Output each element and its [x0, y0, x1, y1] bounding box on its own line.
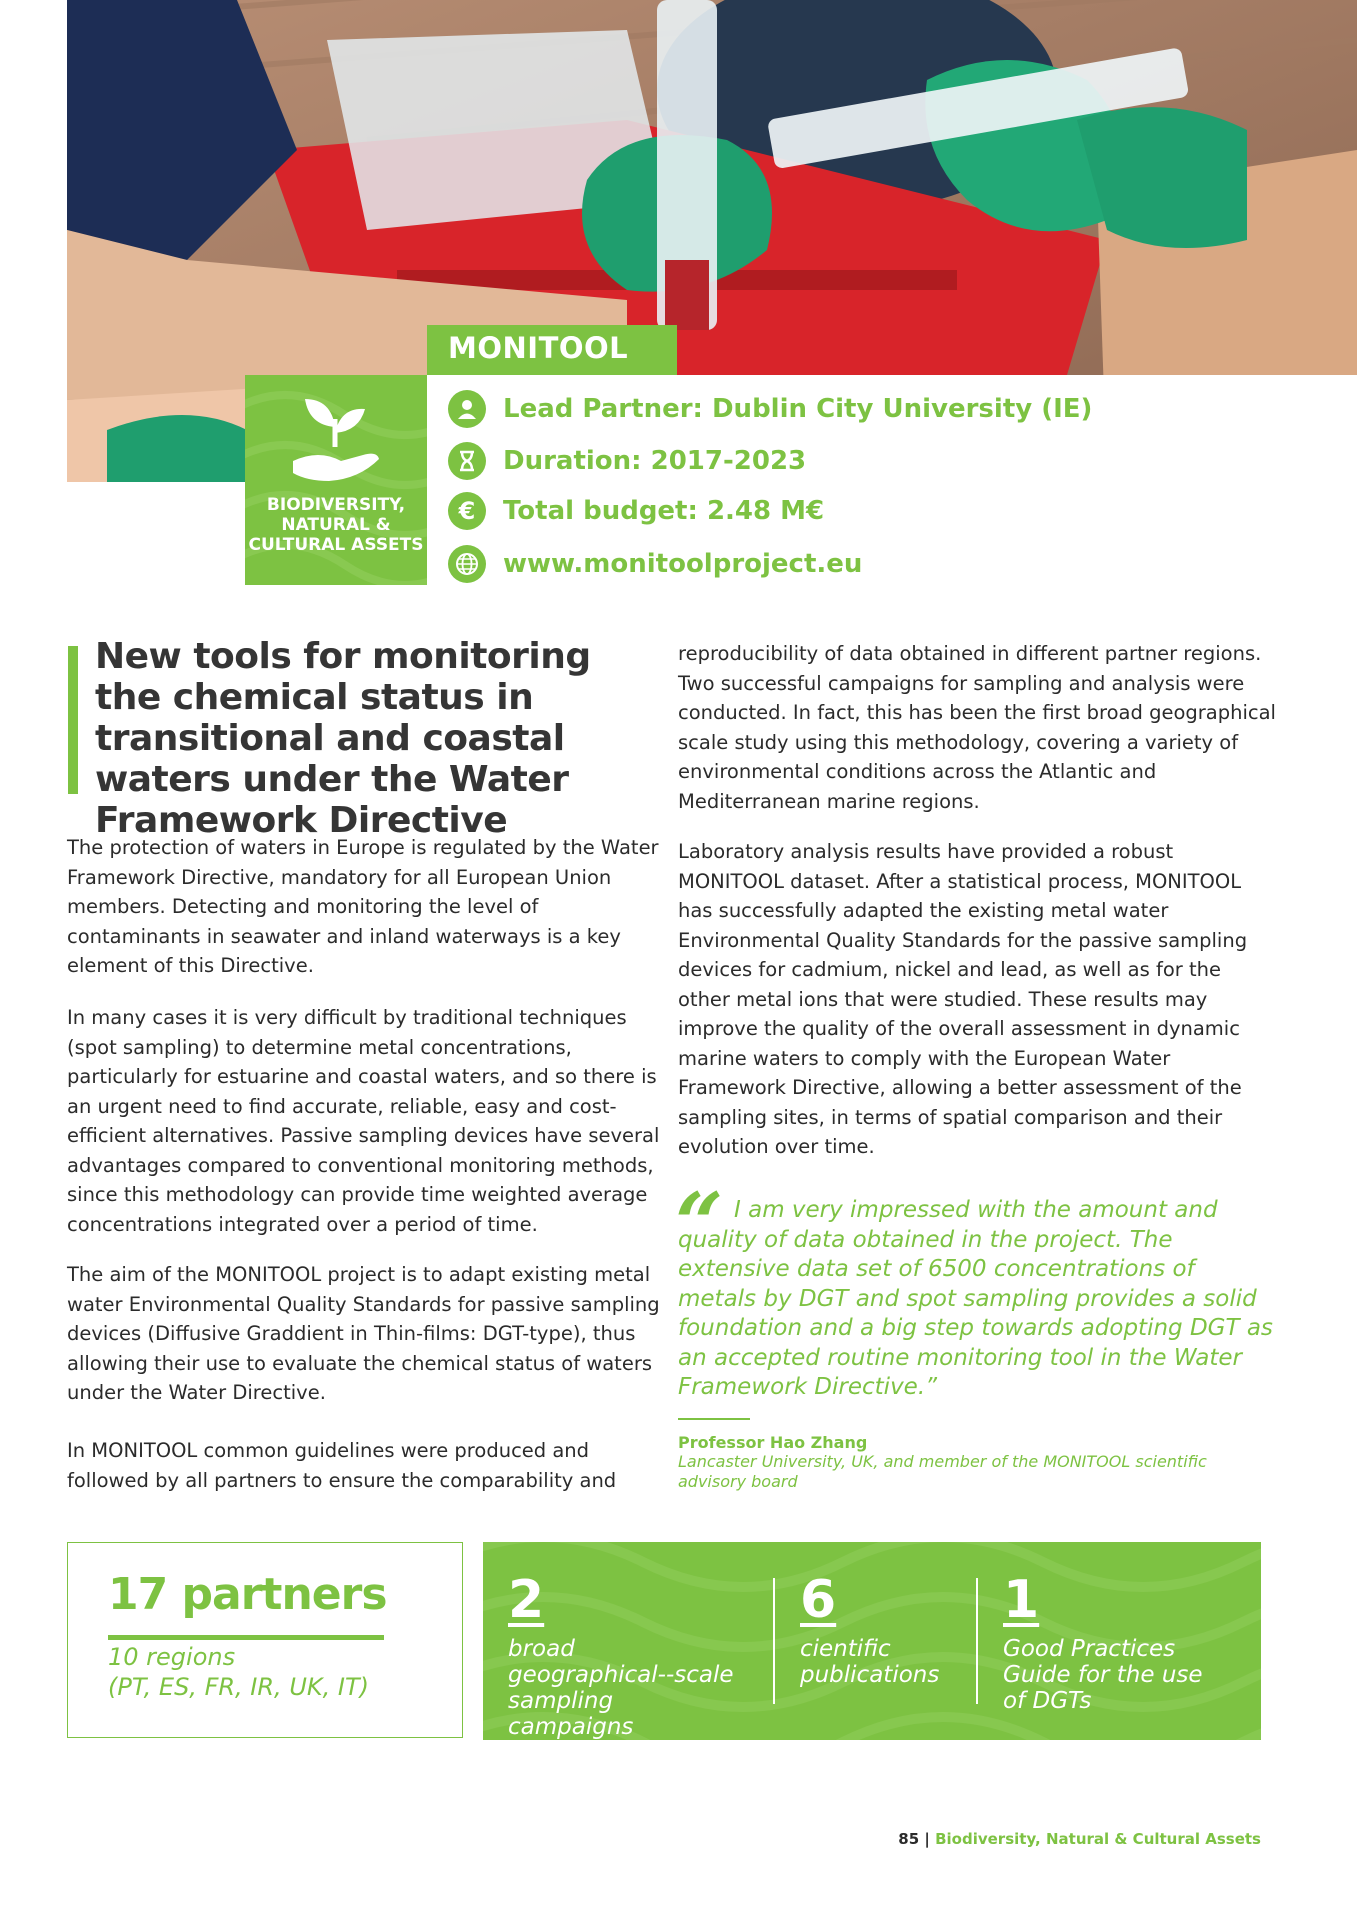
stat-divider: [976, 1578, 978, 1704]
page-footer: [700, 1830, 1261, 1848]
campaigns-count: 2: [508, 1570, 545, 1630]
duration-row: [448, 441, 806, 481]
partners-count: 17 partners: [108, 1569, 387, 1620]
hourglass-icon: [448, 442, 486, 480]
partners-underline: [108, 1635, 384, 1640]
quote-divider: [678, 1418, 750, 1420]
paragraph-5: reproducibility of data obtained in different partner regions. Two successful campaigns for sampling and analysis were conducted. In fact, this has been the first broad geographical scale study using this methodology, covering a variety of environmental conditions across the Atlantic and Mediterranean marine regions.: [678, 642, 1276, 813]
outputs-stat-panel: [483, 1542, 1261, 1740]
lead-partner-row: [448, 389, 1092, 429]
footer-section-title: Biodiversity, Natural & Cultural Assets: [935, 1830, 1261, 1848]
guide-count: 1: [1003, 1570, 1040, 1630]
regions-count: 10 regions: [108, 1643, 236, 1671]
project-website[interactable]: www.monitoolproject.eu: [503, 549, 863, 579]
project-name-bar: [427, 325, 677, 375]
person-icon: [448, 390, 486, 428]
paragraph-6: Laboratory analysis results have provided a robust MONITOOL dataset. After a statistical process, MONITOOL has successfully adapted the existing metal water Environmental Quality Standards for the passive sampling devices for cadmium, nickel and lead, as well as for the other metal ions that were studied. These results may improve the quality of the overall assessment in dynamic marine waters to comply with the European Water Framework Directive, allowing a better assessment of the sampling sites, in terms of spatial comparison and their evolution over time.: [678, 840, 1248, 1158]
euro-icon: €: [448, 492, 486, 530]
globe-icon: [448, 545, 486, 583]
publications-label: cientific publications: [800, 1636, 940, 1688]
theme-badge-label: BIODIVERSITY, NATURAL & CULTURAL ASSETS: [248, 495, 424, 555]
project-name: MONITOOL: [448, 331, 629, 365]
paragraph-2: In many cases it is very difficult by traditional techniques (spot sampling) to determine metal concentrations, particularly for estuarine and coastal waters, and so there is an urgent need to find accurate, reliable, easy and cost-efficient alternatives. Passive sampling devices have several advantages compared to conventional monitoring methods, since this methodology can provide time weighted average concentrations integrated over a period of time.: [67, 1006, 660, 1236]
lead-partner: Lead Partner: Dublin City University (IE): [503, 394, 1093, 424]
regions-list: (PT, ES, FR, IR, UK, IT): [108, 1673, 369, 1701]
paragraph-3: The aim of the MONITOOL project is to adapt existing metal water Environmental Quality Standards for passive sampling devices (Diffusive Graddient in Thin-films: DGT-type), thus allowing their use to evaluate the chemical status of waters under the Water Directive.: [67, 1263, 660, 1404]
campaigns-label: broad geographical--scale sampling campaigns: [508, 1636, 734, 1740]
duration: Duration: 2017-2023: [503, 446, 807, 476]
stat-divider: [773, 1578, 775, 1704]
guide-label: Good Practices Guide for the use of DGTs: [1003, 1636, 1203, 1714]
plant-hand-icon: [289, 389, 385, 489]
total-budget: Total budget: 2.48 M€: [503, 496, 825, 526]
quote-affiliation: Lancaster University, UK, and member of the MONITOOL scientific advisory board: [678, 1452, 1207, 1491]
headline-accent-bar: [68, 646, 78, 794]
page-number: 85: [898, 1830, 920, 1848]
theme-badge: [245, 375, 427, 585]
budget-row: [448, 491, 824, 531]
paragraph-1: The protection of waters in Europe is regulated by the Water Framework Directive, mandatory for all European Union members. Detecting and monitoring the level of contaminants in seawater and inland waterways is a key element of this Directive.: [67, 836, 659, 977]
quote-mark-icon: “: [675, 1174, 724, 1273]
partners-stat-box: [67, 1542, 463, 1738]
paragraph-4: In MONITOOL common guidelines were produced and followed by all partners to ensure the comparability and: [67, 1439, 617, 1492]
pull-quote: I am very impressed with the amount and quality of data obtained in the project. The extensive data set of 6500 concentrations of metals by DGT and spot sampling provides a solid foundation and a big step towards adopting DGT as an accepted routine monitoring tool in the Water Framework Directive.”: [678, 1197, 1273, 1400]
quote-author: Professor Hao Zhang: [678, 1433, 868, 1452]
article-headline: New tools for monitoring the chemical status in transitional and coastal waters under the Water Framework Directive: [95, 636, 591, 841]
footer-separator: |: [919, 1830, 936, 1848]
website-row: [448, 544, 862, 584]
publications-count: 6: [800, 1570, 837, 1630]
